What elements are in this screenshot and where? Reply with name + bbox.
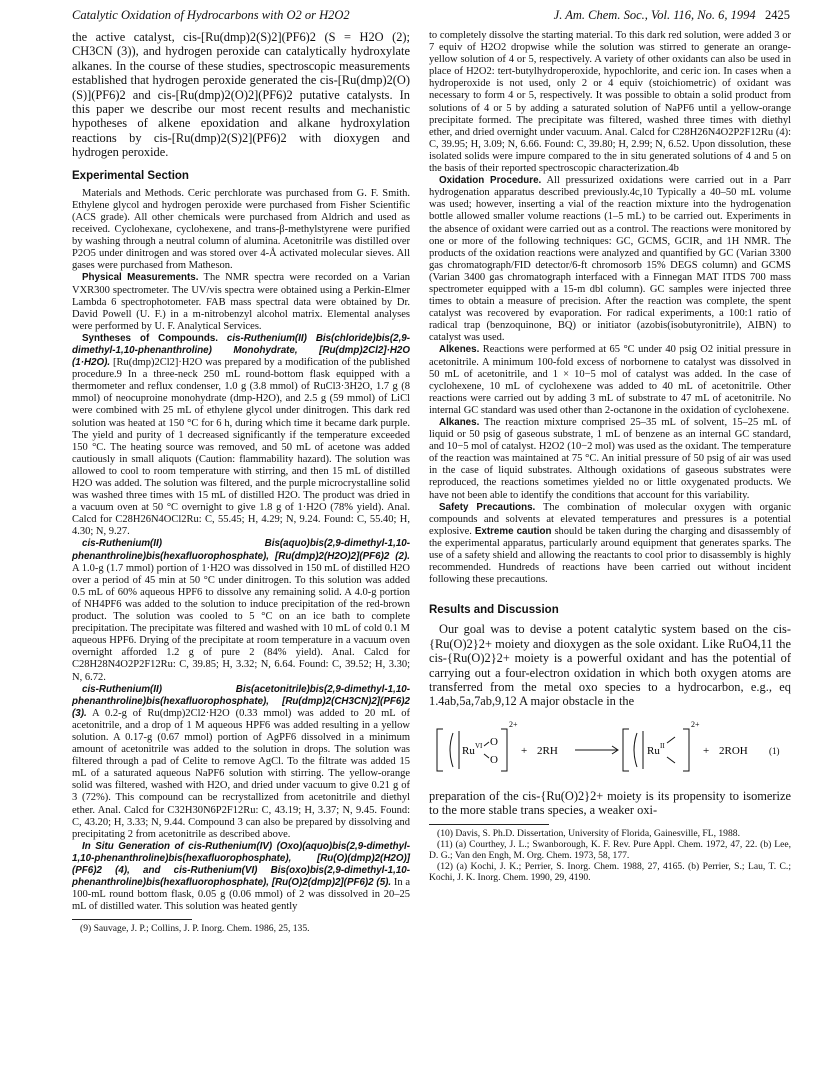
safety-text-c: should be taken during the charging and disassembly of the experimental apparatus, particularly around equipment that generates sparks. The use of a safety shield and allowing the reactants to cool prior to disassembly is highly recommended. Hundreds of reactions have been carried out without incident following these precautions.: [429, 525, 791, 586]
alkanes-text: The reaction mixture comprised 25–35 mL of solvent, 15–25 mL of liquid or 50 psig of gaseous substrate, 1 mL of benzene as an internal GC standard, and 10−5 mol of catalyst. H2O2 (10−2 mol) was used as the oxidant. The temperature of the reaction was maintained at 75 °C. An initial pressure of 50 psig of air was used in the case of liquid substrates. Although oxidations of gaseous substrates were reproduced, the reactions sometimes yielded no or little oxygenated products. We have not been able to identify the conditions that account for this variability.: [429, 417, 791, 501]
aquo-paragraph: [72, 538, 410, 683]
insitu-text: In a 100-mL round bottom flask, 0.05 g (0.06 mmol) of 2 was dissolved in 20–25 mL of distilled water. This solution was heated gently: [72, 877, 410, 913]
left-footnotes: [72, 923, 410, 934]
footnote-rule: [72, 919, 192, 920]
right-footnote-rule: [429, 824, 549, 825]
alkenes-run-head: Alkenes.: [439, 344, 480, 356]
results-heading: Results and Discussion: [429, 604, 559, 617]
footnote-11: (11) (a) Courthey, J. L.; Swanborough, K. F. Rev. Pure Appl. Chem. 1972, 47, 22. (b) Lee, D. G.; Van den Engh, M. Org. Chem. 1973, 58, 177.: [429, 838, 791, 861]
oxo-2: O: [490, 753, 498, 766]
ox-state-right: II: [660, 741, 665, 750]
oxidation-text: All pressurized oxidations were carried out in a Parr hydrogenation apparatus described previously.4c,10 Typically a 40–50 mL volume was used; however, inserting a vial of the reaction mixture into the hydrogenation bottle allowed smaller volume reactions (1–5 mL) to be carried out. Experiments in the absence of oxidant were carried out as a control. The reactions were monitored by one or more of the following techniques: GC, GCMS, GCIR, and 1H NMR. The products of the oxidation reactions were analyzed and quantified by GC (Varian 3300 gas chromatograph/FID detector/6-ft chromosorb 15% DEGS column) and GCMS (Varian 3400 gas chromatograph interfaced with a Finnegan MAT ITDS 700 mass spectrometer equipped with a 15-m dbl column). GC samples were injected three times to obtain a measure of precision. After the reaction was complete, the spent catalyst was recovered by evaporation. For radical experiments, a 100:1 ratio of radical trap (benzoquinone, BQ) or initiator (azobis(isobutyronitrile), AIBN) to catalyst was used.: [429, 175, 791, 344]
safety-run-head: Safety Precautions.: [439, 501, 536, 513]
compound1-run-head: cis-Ruthenium(II) Bis(chloride)bis(2,9-dimethyl-1,10-phenanthroline) Monohydrate, [Ru(dmp)2Cl2]·H2O (1·H2O).: [72, 332, 411, 369]
footnote-9: (9) Sauvage, J. P.; Collins, J. P. Inorg. Chem. 1986, 25, 135.: [80, 923, 310, 935]
footnote-12: (12) (a) Kochi, J. K.; Perrier, S. Inorg. Chem. 1988, 27, 4165. (b) Perrier, S.; Lau, T. C.; Kochi, J. K. Inorg. Chem. 1990, 29, 4190.: [429, 860, 791, 883]
oxidation-paragraph: [429, 175, 791, 344]
synthesis-text: [Ru(dmp)2Cl2]·H2O was prepared by a modification of the published procedure.9 In a three-neck 250 mL round-bottom flask equipped with a thermometer and reflux condenser, 1.0 g (3.8 mmol) of RuCl3·3H2O, 1.7 g (8 mmol) of neocuproine monohydrate (dmp-H2O), and 2.5 g (59 mmol) of LiCl were combined with 25 mL of ethylene glycol under dinitrogen. This dark red solution was heated at 150 °C for 6 h, during which time it became dark purple. The yield and purity of 1 decreased significantly if the temperature exceeded 150 °C. The heating source was removed, and 50 mL of acetone was added cautiously in small aliquots (Caution: flammability hazard). The solution was allowed to cool to room temperature with stirring, and then 15 mL of distilled H2O was added. The solution was filtered, and the purple microcrystalline solid was washed three times with 15 mL of distilled H2O. The product was dried in a vacuum oven at 50 °C overnight to give 1.8 g of 1·H2O (78% yield). Anal. Calcd for C28H26N4OCl2Ru: C, 55.45; H, 4.29; N, 9.24. Found: C, 55.40; H, 4.30; N, 9.27.: [72, 357, 410, 538]
insitu-paragraph: [72, 841, 410, 914]
product: 2ROH: [719, 744, 748, 757]
plus-2: +: [703, 744, 710, 757]
aquo-text: A 1.0-g (1.7 mmol) portion of 1·H2O was dissolved in 150 mL of distilled H2O over a period of 45 min at 50 °C under dinitrogen. To this solution was added 0.5 mL of 60% aqueous HPF6 to dissolve any remaining solid. A 4.0-g portion of NH4PF6 was added to the solution to induce precipitation of the red-brown product. The solution was cooled to 5 °C on an ice bath to complete precipitation. The precipitate was filtered and washed with 10 mL of cold 0.1 M aqueous HPF6. Drying of the precipitate at room temperature in a vacuum oven overnight afforded 1.2 g of pure 2 (84% yield). Anal. Calcd for C28H28N4O2P2F12Ru: C, 39.85; H, 3.32; N, 6.64. Found: C, 39.52; H, 3.30; N, 6.72.: [72, 562, 410, 683]
running-title: Catalytic Oxidation of Hydrocarbons with O2 or H2O2: [72, 8, 350, 22]
oxidation-run-head: Oxidation Procedure.: [439, 175, 542, 187]
running-header: [72, 8, 790, 24]
safety-text-a: The combination of molecular oxygen with organic compounds and solvents at elevated temperatures and pressures is a potential explosive.: [429, 501, 791, 537]
physical-text: The NMR spectra were recorded on a Varian VXR300 spectrometer. The UV/vis spectra were obtained using a Perkin-Elmer Lambda 6 spectrophotometer. FAB mass spectral data were obtained by Dr. David Powell (U. F.) in a m-nitrobenzyl alcohol matrix. Elemental analyses were performed by U. F. Analytical Services.: [72, 272, 410, 332]
oxo-1: O: [490, 735, 498, 748]
reactant: 2RH: [537, 744, 558, 757]
synthesis-paragraph: [72, 333, 410, 539]
experimental-heading: Experimental Section: [72, 169, 189, 182]
results-paragraph: Our goal was to devise a potent catalytic system based on the cis-{Ru(O)2}2+ moiety and dioxygen as the sole oxidant. Like RuO4,11 the cis-{Ru(O)2}2+ moiety is a powerful oxidant and has the potential of carrying out a four-electron oxidation in which both oxygen atoms are transferred from the metal oxo species to a hydrocarbon, e.g., eq 1.4ab,5a,7ab,9,12 A major obstacle in the: [429, 622, 791, 709]
alkenes-paragraph: [429, 344, 791, 417]
alkanes-run-head: Alkanes.: [439, 417, 480, 428]
right-column: [429, 30, 791, 883]
physical-run-head: Physical Measurements.: [82, 272, 199, 284]
plus-1: +: [521, 744, 528, 757]
acetonitrile-text: A 0.2-g of Ru(dmp)2Cl2·H2O (0.33 mmol) was added to 20 mL of acetonitrile, and a drop of 1 M aqueous HPF6 was added resulting in a yellow solution. A 0.17-g (0.67 mmol) portion of AgPF6 dissolved in a minimum amount of acetonitrile was added to the solution in drops. The solution was filtered through a pad of Celite to remove AgCl. To the filtrate was added 15 mL of a saturated aqueous NaPF6 solution with stirring. The yellow-orange solid was filtered, washed with H2O, and dried under vacuum to give 0.21 g of 3 (72%). This compound can be recrystallized from acetonitrile and diethyl ether. Anal. Calcd for C32H30N6P2F12Ru: C, 43.19; H, 3.37; N, 9.45. Found: C, 43.20; H, 3.33; N, 9.44. Compound 3 can also be prepared by dissolving and precipitating 2 from acetonitrile as described above.: [72, 707, 410, 840]
extreme-caution: Extreme caution: [474, 525, 552, 537]
compound3-run-head: cis-Ruthenium(II) Bis(acetonitrile)bis(2,9-dimethyl-1,10-phenanthroline)bis(hexafluorophosphate), [Ru(dmp)2(CH3CN)2](PF6)2 (3).: [72, 683, 410, 719]
equation-1-graphic: [429, 715, 791, 783]
right-footnotes: [429, 828, 791, 883]
equation-1: [429, 715, 791, 783]
charge-right: 2+: [691, 719, 700, 729]
safety-paragraph: [429, 502, 791, 587]
alkenes-text: Reactions were performed at 65 °C under 40 psig O2 initial pressure in acetonitrile. A minimum 100-fold excess of norbornene to catalyst was dissolved in 50 mL of acetonitrile, and 1 × 10−5 mol of catalyst was added. In the case of cyclohexene, 10 mL of cyclohexene was added to 40 mL of acetonitrile. Other reactions were carried out by adding 3 mL of substrate to 47 mL of acetonitrile. No internal GC standard was used other than 2-octanone in the oxidation of cyclohexene.: [429, 344, 791, 416]
equation-number: (1): [769, 745, 780, 756]
ru-right: Ru: [647, 744, 660, 757]
ox-state-left: VI: [475, 741, 483, 750]
synthesis-run-head: Syntheses of Compounds.: [82, 332, 219, 344]
physical-paragraph: [72, 272, 410, 332]
journal-citation: [554, 8, 790, 23]
footnote-10: (10) Davis, S. Ph.D. Dissertation, University of Florida, Gainesville, FL, 1988.: [437, 827, 740, 839]
charge-left: 2+: [509, 719, 518, 729]
compound2-run-head: cis-Ruthenium(II) Bis(aquo)bis(2,9-dimethyl-1,10-phenanthroline)bis(hexafluorophosphate), [Ru(dmp)2(H2O)2](PF6)2 (2).: [72, 538, 410, 562]
after-equation: preparation of the cis-{Ru(O)2}2+ moiety is its propensity to isomerize to the more stable trans species, a weaker oxi-: [429, 788, 791, 818]
ru-left: Ru: [462, 744, 475, 757]
materials-paragraph: Materials and Methods. Ceric perchlorate was purchased from G. F. Smith. Ethylene glycol and hydrogen peroxide were purchased from Fisher Scientific (ACS grade). All other chemicals were purchased from Aldrich and used as received. Cyclohexane, cyclohexene, and trans-β-methylstyrene were purified by washing through a neutral column of alumina. Acetonitrile was distilled over P2O5 under dinitrogen and was stored over 4-Å activated molecular sieves. All gases were purchased from Matheson.: [72, 187, 410, 272]
page-number: 2425: [765, 8, 790, 22]
alkanes-paragraph: [429, 417, 791, 502]
acetonitrile-paragraph: [72, 684, 410, 841]
left-column: [72, 30, 410, 934]
insitu-continued: to completely dissolve the starting material. To this dark red solution, were added 3 or 7 equiv of H2O2 dropwise while the solution was stirred to generate an orange-yellow solution of 4 or 5, respectively. A variety of other oxidants can also be used in place of H2O2: tert-butylhydroperoxide, hypochlorite, and ceric ion. In cases when a hydroperoxide is not used, only 2 or 4 equiv (stoichiometric) of oxidant was necessary to form 4 or 5, respectively. It was possible to obtain a solid product from solutions of 4 or 5 by adding a saturated solution of NaPF6 until a yellow-orange precipitate formed. The precipitate was filtered, washed three times with diethyl ether, and dried overnight under vacuum. Anal. Calcd for C28H26N4O2P2F12Ru (4): C, 39.95; H, 3.09; N, 6.66. Found: C, 39.80; H, 2.99; N, 6.52. Upon dissolution, these isolated solids were impure compared to the in situ generated solutions of 4 and 5 on the basis of their reported spectroscopic characterization.4b: [429, 30, 791, 175]
intro-paragraph: the active catalyst, cis-[Ru(dmp)2(S)2](PF6)2 (S = H2O (2); CH3CN (3)), and hydrogen peroxide can catalytically hydroxylate alkanes. In the course of these studies, spectroscopic measurements established that hydrogen peroxide generated the cis-[Ru(dmp)2(O)(S)](PF6)2 and cis-[Ru(dmp)2(O)2](PF6)2 putative catalysts. In this paper we describe our most recent results and mechanistic hypotheses of alkene epoxidation and alkane hydroxylation reactions by cis-[Ru(dmp)2(S)2](PF6)2 with dioxygen and hydrogen peroxide.: [72, 30, 410, 160]
journal-name: J. Am. Chem. Soc., Vol. 116, No. 6, 1994: [553, 8, 756, 22]
insitu-run-head: In Situ Generation of cis-Ruthenium(IV) (Oxo)(aquo)bis(2,9-dimethyl-1,10-phenanthroline)bis(hexafluorophosphate), [Ru(O)(dmp)2(H2O)](PF6)2 (4), and cis-Ruthenium(VI) Bis(oxo)bis(2,9-dimethyl-1,10-phenanthroline)bis(hexafluorophosphate), [Ru(O)2(dmp)2](PF6)2 (5).: [72, 840, 410, 889]
